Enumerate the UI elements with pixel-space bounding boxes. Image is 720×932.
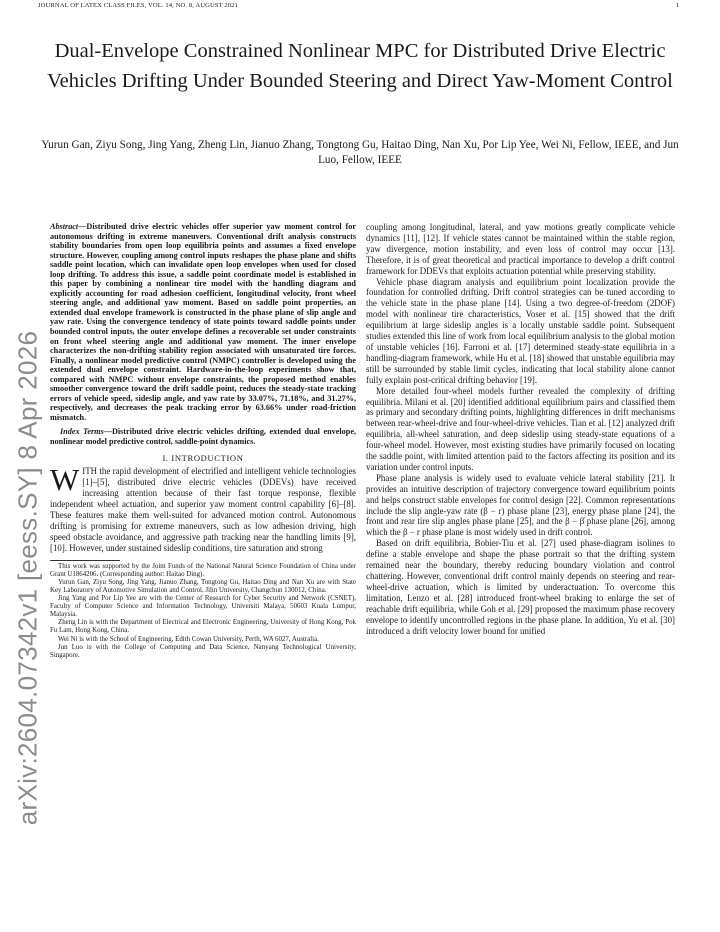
intro-paragraph bbox=[50, 462, 356, 553]
left-column bbox=[50, 222, 356, 660]
right-column bbox=[366, 222, 675, 636]
arxiv-identifier: arXiv:2604.07342v1 [eess.SY] 8 Apr 2026 bbox=[12, 330, 43, 826]
drop-cap: W bbox=[50, 462, 80, 498]
arxiv-watermark bbox=[6, 258, 50, 898]
abstract-text: —Distributed drive electric vehicles offer superior yaw moment control for autonomous drifting in extreme maneuvers. Conventional drift analysis constructs stability boundaries from open loop equilibria points and assumes a fixed envelope structure. However, coupling among control inputs reshapes the phase plane and shifts saddle point location, which can invalidate open loop envelopes when used for closed loop drifting. To address this issue, a saddle point coordinate model is established in this paper by combining a nonlinear tire model with the handling diagram and explicitly accounting for road adhesion coefficient, longitudinal velocity, front wheel steering angle, and additional yaw moment. Based on saddle point properties, an extended dual envelope framework is constructed in the phase plane of slip angle and yaw rate. Using the convergence tendency of state points toward saddle points under bounded control inputs, the outer envelope defines a recoverable set under constraints on front wheel steering angle and additional yaw moment. The inner envelope characterizes the non-drifting stability region associated with unsaturated tire forces. Finally, a nonlinear model predictive control (NMPC) controller is developed using the extended dual envelope constraint. Hardware-in-the-loop experiments show that, compared with NMPC without envelope constraints, the proposed method enables smoother convergence toward the drift saddle point, reduces the steady-state tracking errors of vehicle speed, sideslip angle, and yaw rate by 33.07%, 71.18%, and 31.27%, respectively, and decreases the peak tracking error by 63.66% under road-friction mismatch. bbox=[50, 222, 356, 422]
body-paragraph: Phase plane analysis is widely used to evaluate vehicle lateral stability [21]. It provides an intuitive description of trajectory convergence toward equilibrium points and helps construct stable envelopes for control design [22]. Common representations include the slip angle-yaw rate (β − r) phase plane [23], energy phase plane [24], the front and rear tire slip angles phase plane [25], and the β − β̇ phase plane [26], among which the β − r phase plane is most widely used in drift control. bbox=[366, 472, 675, 538]
author-list: Yurun Gan, Ziyu Song, Jing Yang, Zheng Lin, Jianuo Zhang, Tongtong Gu, Haitao Ding, Nan Xu, Por Lip Yee, Wei Ni, Fellow, IEEE, and Jun Luo, Fellow, IEEE bbox=[41, 139, 679, 166]
abstract-label: Abstract bbox=[50, 222, 79, 231]
index-terms-label: Index Terms bbox=[60, 427, 104, 437]
body-paragraph: coupling among longitudinal, lateral, and yaw motions greatly complicate vehicle dynamics [11], [12]. If vehicle states cannot be maintained within the stable region, yaw divergence, motion instability, and even loss of control may occur [13]. Therefore, it is of great theoretical and practical importance to develop a drift control framework for DDEVs that exploits actuation potential while preserving stability. bbox=[366, 222, 675, 276]
footnote-affiliation: Wei Ni is with the School of Engineering, Edith Cowan University, Perth, WA 6027, Australia. bbox=[58, 635, 319, 643]
footnote-affiliation: Zheng Lin is with the Department of Electrical and Electronic Engineering, University of Hong Kong, Pok Fu Lam, Hong Kong, China. bbox=[50, 619, 356, 635]
footnote-affiliation: Jing Yang and Por Lip Yee are with the Center of Research for Cyber Security and Network (CSNET), Faculty of Computer Science and Information Technology, Universiti Malaya, 50603 Kuala Lumpur, Malaysia. bbox=[50, 595, 356, 619]
footnote-affiliation: Jun Luo is with the College of Computing and Data Science, Nanyang Technological University, Singapore. bbox=[50, 643, 356, 659]
running-header: JOURNAL OF LATEX CLASS FILES, VOL. 14, NO. 8, AUGUST 2021 bbox=[38, 2, 238, 9]
footnote-funding: This work was supported by the Joint Funds of the National Natural Science Foundation of China under Grant U1864206. (Corresponding author: Haitao Ding). bbox=[50, 562, 356, 578]
index-terms bbox=[50, 427, 356, 446]
footnote-affiliation: Yurun Gan, Ziyu Song, Jing Yang, Jianuo Zhang, Tongtong Gu, Haitao Ding and Nan Xu are with State Key Laboratory of Automotive Simulation and Control, Jilin University, Changchun 130012, China. bbox=[50, 578, 356, 595]
page-number: 1 bbox=[676, 2, 680, 9]
footnote-rule bbox=[50, 560, 120, 561]
index-terms-text: —Distributed drive electric vehicles drifting, extended dual envelope, nonlinear model predictive control, saddle-point dynamics. bbox=[50, 427, 357, 447]
body-paragraph: More detailed four-wheel models further revealed the complexity of drifting equilibria. Milani et al. [20] identified additional equilibrium pairs and classified them as primary and secondary drifting points, highlighting differences in drift mechanisms between rear-wheel-drive and four-wheel-drive vehicles. Tian et al. [12] analyzed drift equilibria, all-wheel saturation, and deep sideslip using steady-state equations of a four-wheel model. However, most existing studies have primarily focused on locating the saddle point, with limited attention paid to the factors affecting its position and its variation under control inputs. bbox=[366, 385, 675, 472]
section-heading: I. INTRODUCTION bbox=[162, 452, 244, 463]
intro-text: ITH the rapid development of electrified and intelligent vehicle technologies [1]–[5], distributed drive electric vehicles (DDEVs) have received increasing attention because of their fast torque response, flexible independent wheel actuation, and superior yaw moment control capability [6]–[8]. These features make them well-suited for advanced motion control. Autonomous drifting is promising for extreme maneuvers, such as low adhesion driving, high speed obstacle avoidance, and aggressive path tracking near the handling limits [9], [10]. However, under sustained sideslip conditions, tire saturation and strong bbox=[50, 466, 356, 553]
body-paragraph: Based on drift equilibria, Bobier-Tiu et al. [27] used phase-diagram isolines to define a stable envelope and shape the phase portrait so that the drifting system remained near the boundary, thereby reducing boundary violation and control chattering. However, conventional drift control mainly depends on steering and rear-wheel-drive actuation, which is limited by underactuation. To overcome this limitation, Lenzo et al. [28] introduced front-wheel braking to enlarge the set of reachable drift equilibria, while Goh et al. [29] proposed the maximum phase recovery envelope to identify uncontrolled regions in the phase plane. In addition, Yu et al. [30] introduced a drift velocity lower bound for unified bbox=[366, 538, 675, 636]
abstract bbox=[50, 222, 356, 422]
body-paragraph: Vehicle phase diagram analysis and equilibrium point localization provide the foundation for controlled drifting. Drift control strategies can be tuned according to the vehicle state in the phase plane [14]. Using a two degree-of-freedom (2DOF) model with nonlinear tire characteristics, Voser et al. [15] showed that the drift equilibrium at large sideslip angles is a locally unstable saddle point. Subsequent studies extended this line of work from local equilibrium analysis to the global motion of unstable vehicles [16]. Farroni et al. [17] determined steady-state equilibria in a handling-diagram framework, while Hu et al. [18] showed that unstable equilibria may still be surrounded by stable limit cycles, indicating that local stability alone cannot fully explain post-critical drifting behavior [19]. bbox=[366, 276, 675, 385]
paper-title: Dual-Envelope Constrained Nonlinear MPC for Distributed Drive Electric Vehicles Drifting Under Bounded Steering and Direct Yaw-Moment Control bbox=[47, 40, 673, 92]
